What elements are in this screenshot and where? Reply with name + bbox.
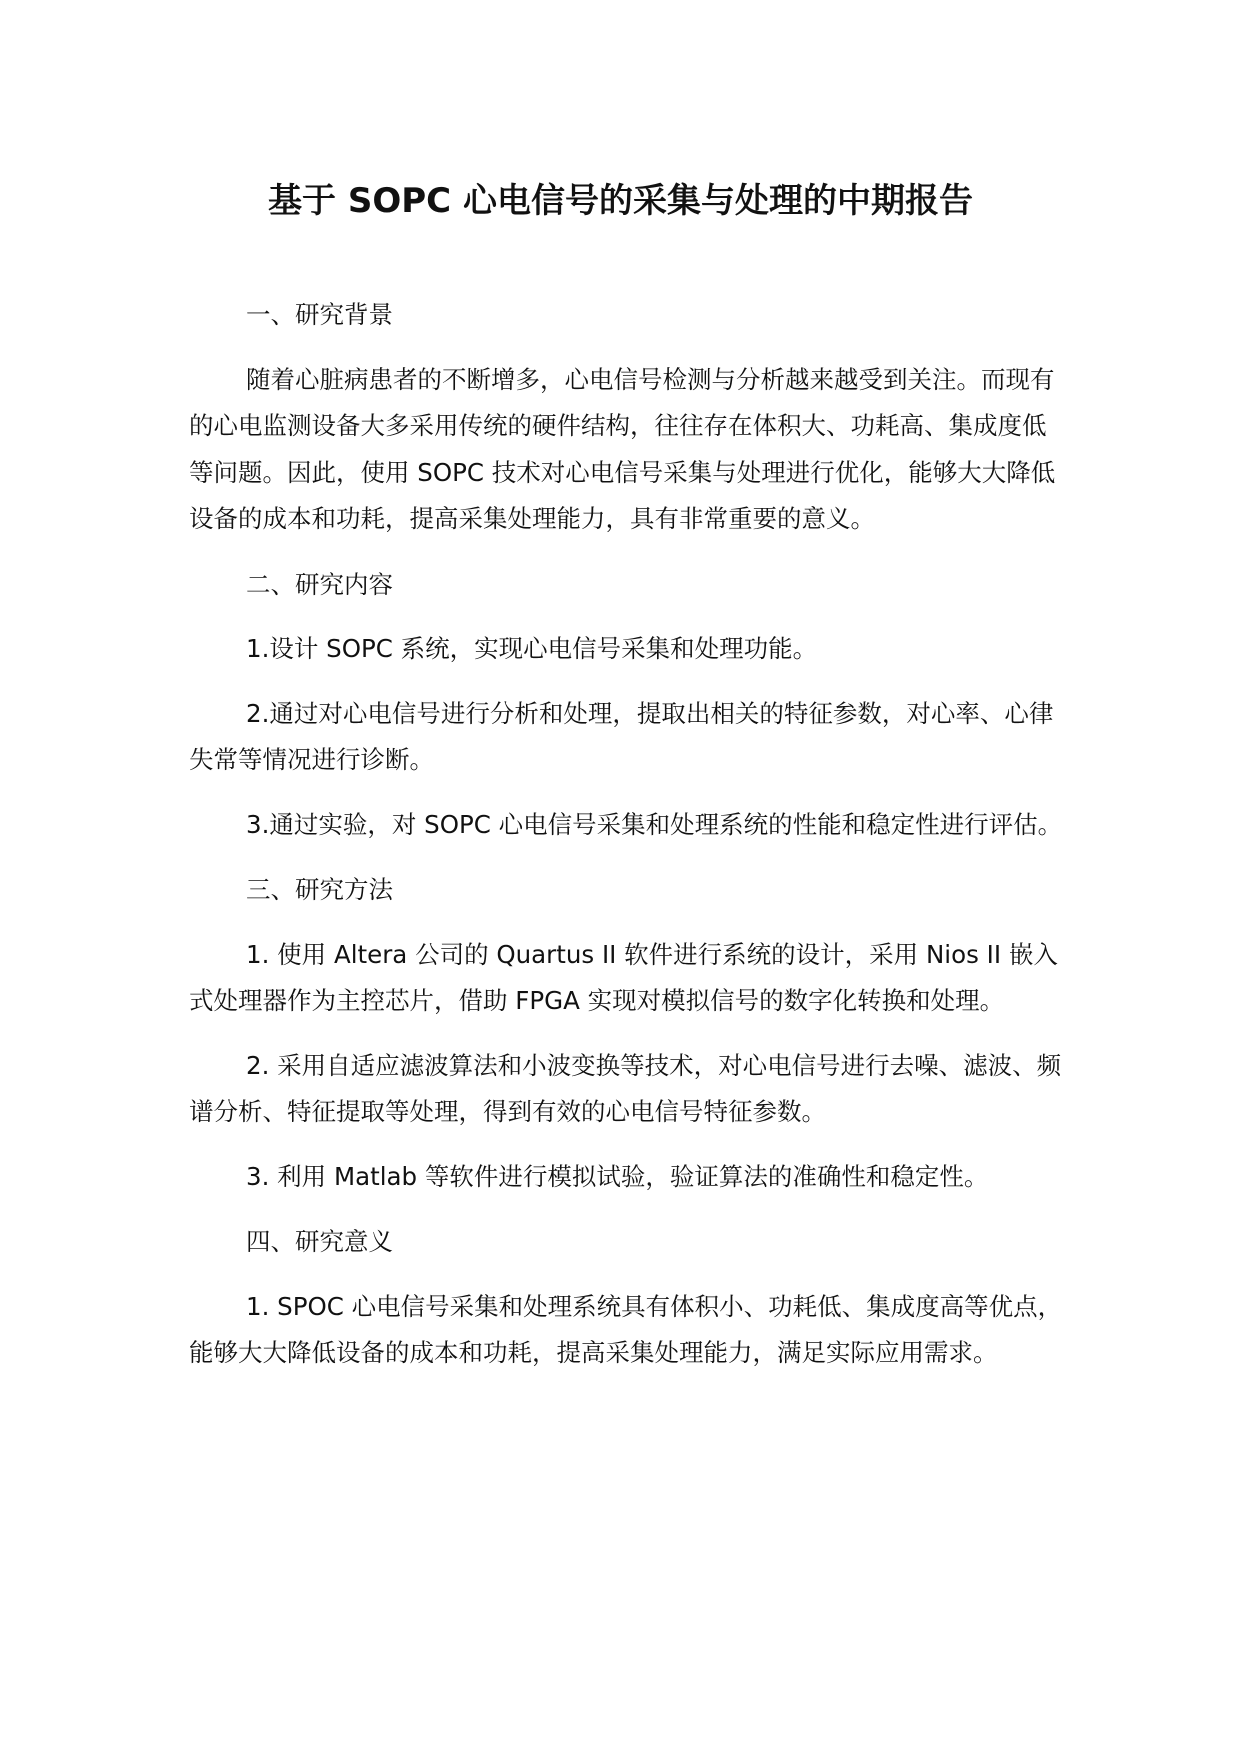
paragraph-methods-1: 1. 使用 Altera 公司的 Quartus II 软件进行系统的设计，采用 Nios II 嵌入式处理器作为主控芯片，借助 FPGA 实现对模拟信号的数字化转换和处理。 bbox=[189, 939, 1058, 1015]
paragraph-content-3: 3.通过实验，对 SOPC 心电信号采集和处理系统的性能和稳定性进行评估。 bbox=[246, 809, 1063, 839]
section-heading-background: 一、研究背景 bbox=[246, 300, 393, 329]
paragraph-background: 随着心脏病患者的不断增多，心电信号检测与分析越来越受到关注。而现有的心电监测设备大多采用传统的硬件结构，往往存在体积大、功耗高、集成度低等问题。因此，使用 SOPC 技术对心电信号采集与处理进行优化，能够大大降低设备的成本和功耗，提高采集处理能力，具有非常重要的意义。 bbox=[189, 364, 1056, 533]
paragraph-methods-3: 3. 利用 Matlab 等软件进行模拟试验，验证算法的准确性和稳定性。 bbox=[246, 1161, 989, 1191]
paragraph-methods-2: 2. 采用自适应滤波算法和小波变换等技术，对心电信号进行去噪、滤波、频谱分析、特征提取等处理，得到有效的心电信号特征参数。 bbox=[189, 1050, 1062, 1126]
paragraph-content-1: 1.设计 SOPC 系统，实现心电信号采集和处理功能。 bbox=[246, 634, 818, 663]
paragraph-significance-1: 1. SPOC 心电信号采集和处理系统具有体积小、功耗低、集成度高等优点，能够大大降低设备的成本和功耗，提高采集处理能力，满足实际应用需求。 bbox=[189, 1291, 1063, 1367]
section-heading-methods: 三、研究方法 bbox=[246, 875, 393, 904]
paragraph-content-2: 2.通过对心电信号进行分析和处理，提取出相关的特征参数，对心率、心律失常等情况进行诊断。 bbox=[189, 698, 1054, 774]
document-title: 基于 SOPC 心电信号的采集与处理的中期报告 bbox=[268, 181, 973, 221]
document-body bbox=[189, 292, 1065, 1377]
section-heading-significance: 四、研究意义 bbox=[246, 1227, 393, 1256]
section-heading-content: 二、研究内容 bbox=[246, 569, 393, 599]
